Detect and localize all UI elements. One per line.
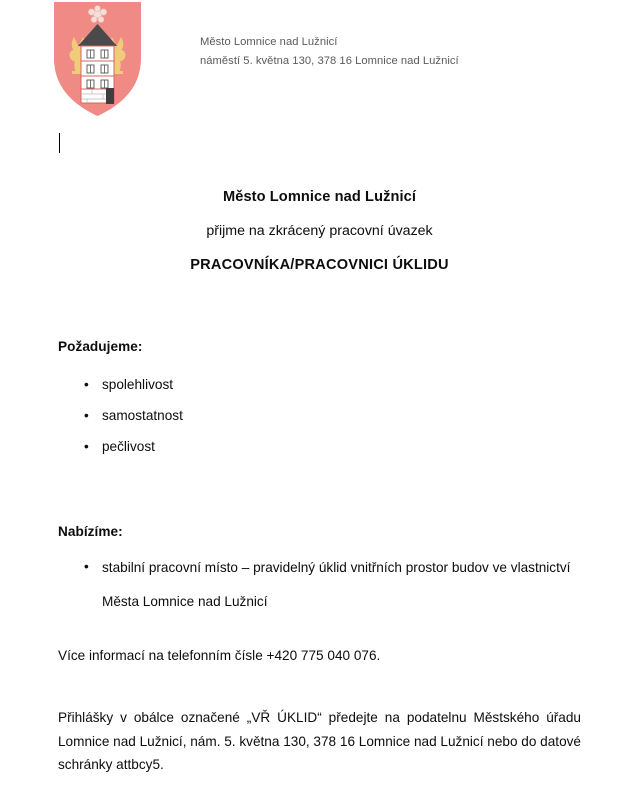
offer-list xyxy=(0,551,639,619)
header-address xyxy=(200,33,459,71)
job-position-title: PRACOVNÍKA/PRACOVNICI ÚKLIDU xyxy=(190,257,449,273)
application-instructions-paragraph: Přihlášky v obálce označené „VŘ ÚKLID“ předejte na podatelnu Městského úřadu Lomnice nad Lužnicí, nám. 5. května 130, 378 16 Lomnice nad Lužnicí nebo do datové schránky attbcy5. xyxy=(58,710,581,772)
list-item-label: samostatnost xyxy=(102,408,183,423)
list-item xyxy=(0,400,183,431)
list-item-label: stabilní pracovní místo – pravidelný úklid vnitřních prostor budov ve vlastnictví Města Lomnice nad Lužnicí xyxy=(102,560,571,609)
bullet-icon: • xyxy=(84,559,89,574)
header-address-line-2: náměstí 5. května 130, 378 16 Lomnice nad Lužnicí xyxy=(200,55,459,67)
list-item xyxy=(0,369,183,400)
document-header xyxy=(0,0,639,125)
offer-heading: Nabízíme: xyxy=(58,524,123,539)
list-item xyxy=(0,431,183,462)
list-item-label: spolehlivost xyxy=(102,377,174,392)
header-address-line-1: Město Lomnice nad Lužnicí xyxy=(200,36,338,48)
contact-paragraph: Více informací na telefonním čísle +420 775 040 076. xyxy=(58,648,381,663)
bullet-icon: • xyxy=(84,439,89,454)
title-subtitle: přijme na zkrácený pracovní úvazek xyxy=(206,223,433,239)
job-posting-title-block xyxy=(57,180,582,282)
page-title: Město Lomnice nad Lužnicí xyxy=(222,189,417,205)
bullet-icon: • xyxy=(84,377,89,392)
requirements-heading: Požadujeme: xyxy=(58,339,143,354)
coat-of-arms-icon xyxy=(51,0,144,118)
bullet-icon: • xyxy=(84,408,89,423)
list-item xyxy=(0,551,639,619)
list-item-label: pečlivost xyxy=(102,439,155,454)
text-cursor-caret xyxy=(59,133,60,153)
requirements-list xyxy=(0,369,183,462)
